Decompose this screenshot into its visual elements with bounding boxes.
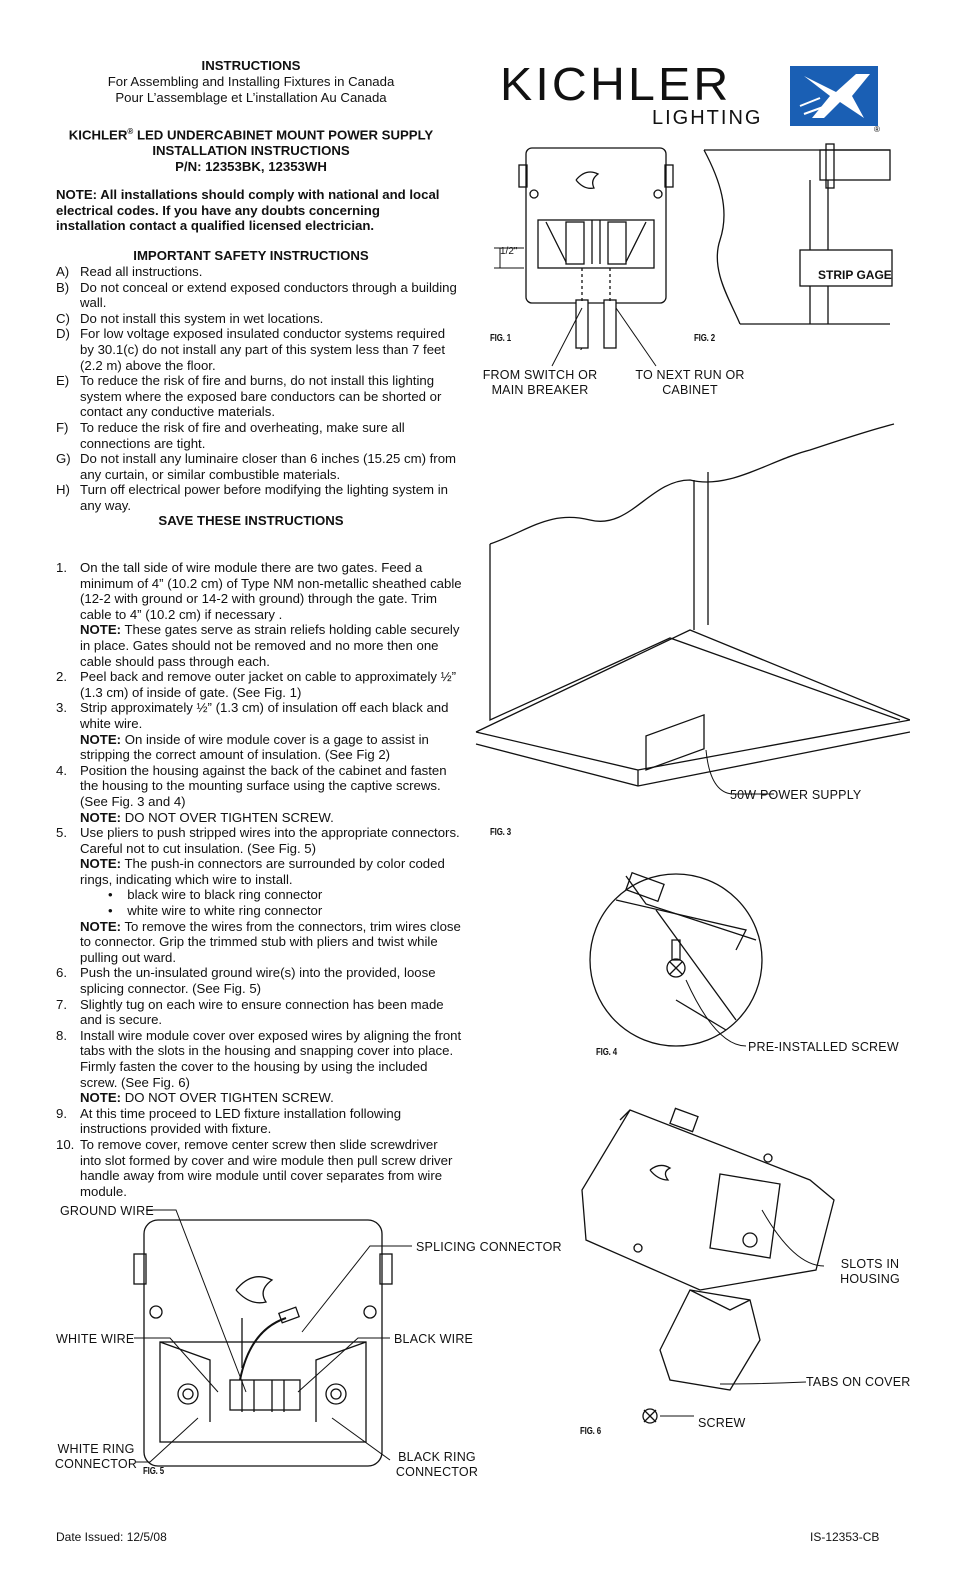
safety-item: H) Turn off electrical power before modifying the lighting system in any way. bbox=[56, 482, 448, 513]
fig1-label-from-switch: FROM SWITCH OR MAIN BREAKER bbox=[482, 368, 598, 397]
product-line: LED UNDERCABINET MOUNT POWER SUPPLY bbox=[133, 127, 434, 143]
step-item: 6. Push the un-insulated ground wire(s) into the provided, loose splicing connector. (See Fig. 5) bbox=[56, 965, 436, 997]
step-item: 2. Peel back and remove outer jacket on cable to approximately ½” (1.3 cm) of inside of gate. (See Fig. 1) bbox=[56, 669, 457, 700]
logo-subtitle: LIGHTING bbox=[652, 107, 763, 129]
safety-item: G) Do not install any luminaire closer than 6 inches (15.25 cm) from any curtain, or similar combustible materials. bbox=[56, 451, 457, 482]
fig4-screw-detail-drawing bbox=[586, 870, 766, 1050]
codes-note: NOTE: All installations should comply with national and local electrical codes. If you have any doubts concerning installation contact a qualified licensed electrician. bbox=[56, 187, 440, 233]
logo-wordmark: KICHLER bbox=[500, 58, 732, 110]
step-item: 1. On the tall side of wire module there are two gates. Feed a minimum of 4” (10.2 cm) of Type NM non-metallic sheathed cable (12-2 with ground or 14-2 with ground) through the gate. Trim cable to 4” (10.2 cm) if necessary . NOTE: These gates serve as strain reliefs holding cable securely in place. Gates should not be removed and no more then one cable should pass through each. bbox=[56, 560, 462, 669]
logo-emblem-icon bbox=[790, 66, 890, 132]
fig6-label-screw: SCREW bbox=[698, 1416, 746, 1430]
fig6-label-tabs: TABS ON COVER bbox=[806, 1375, 911, 1389]
safety-item: A) Read all instructions. bbox=[56, 264, 203, 279]
fig3-cabinet-drawing bbox=[470, 420, 910, 820]
step-item: 10. To remove cover, remove center screw then slide screwdriver into slot formed by cover and wire module then pull screw driver handle away from wire module until cover separates from wire module. bbox=[56, 1136, 453, 1199]
product-heading bbox=[40, 124, 462, 175]
doc-subtitle-fr: Pour L’assemblage et L’installation Au Canada bbox=[115, 89, 387, 105]
steps-list bbox=[56, 560, 462, 1199]
step-item: 4. Position the housing against the back of the cabinet and fasten the housing to the mounting surface using the captive screws. (See Fig. 3 and 4) NOTE: DO NOT OVER TIGHTEN SCREW. bbox=[56, 762, 447, 825]
fig2-strip-gage-text: STRIP GAGE bbox=[818, 268, 892, 282]
fig5-label: FIG. 5 bbox=[143, 1465, 164, 1477]
safety-heading: IMPORTANT SAFETY INSTRUCTIONS bbox=[133, 248, 369, 263]
step-item: 5. Use pliers to push stripped wires into the appropriate connectors. Careful not to cut insulation. (See Fig. 5) NOTE: The push-in connectors are surrounded by color coded rings, indicating which wire to install. • black wire to black ring connector • white wire to white ring connector NOTE: To remove the wires from the connectors, trim wires close to connector. Grip the trimmed stub with pliers and twist while pulling out ward. bbox=[56, 825, 461, 965]
fig6-label: FIG. 6 bbox=[580, 1425, 601, 1437]
fig1-leader-lines bbox=[540, 300, 680, 370]
fig6-cover-assembly-drawing bbox=[580, 1090, 840, 1440]
step-item: 9. At this time proceed to LED fixture installation following instructions provided with fixture. bbox=[56, 1105, 402, 1137]
fig1-dimension: 1/2" bbox=[500, 246, 518, 257]
product-reg-mark: ® bbox=[127, 127, 134, 136]
fig5-label-black-wire: BLACK WIRE bbox=[394, 1332, 474, 1346]
fig4-callout-screw: PRE-INSTALLED SCREW bbox=[748, 1040, 899, 1054]
fig2-label: FIG. 2 bbox=[694, 332, 715, 344]
fig2-strip-gage-drawing bbox=[690, 140, 900, 330]
fig4-label: FIG. 4 bbox=[596, 1046, 617, 1058]
doc-title: INSTRUCTIONS bbox=[201, 58, 301, 73]
safety-item: C) Do not install this system in wet locations. bbox=[56, 310, 324, 326]
fig5-label-white-wire: WHITE WIRE bbox=[56, 1332, 135, 1346]
part-numbers: P/N: 12353BK, 12353WH bbox=[175, 158, 327, 174]
fig5-label-splicing-connector: SPLICING CONNECTOR bbox=[416, 1240, 562, 1254]
fig5-label-ground-wire: GROUND WIRE bbox=[60, 1204, 154, 1218]
fig3-label: FIG. 3 bbox=[490, 826, 511, 838]
fig1-label-next-run: TO NEXT RUN OR CABINET bbox=[635, 368, 745, 397]
kichler-logo bbox=[500, 60, 900, 135]
safety-item: E) To reduce the risk of fire and burns, do not install this lighting system where the exposed bare conductors can be shorted or contact any conductive materials. bbox=[56, 373, 442, 420]
fig5-label-white-ring: WHITE RING CONNECTOR bbox=[54, 1442, 138, 1471]
safety-item: F) To reduce the risk of fire and overheating, make sure all connections are tight. bbox=[56, 419, 405, 451]
step-item: 8. Install wire module cover over exposed wires by aligning the front tabs with the slots in the housing and snapping cover into place. Firmly fasten the cover to the housing by using the included screw. (See Fig. 6) NOTE: DO NOT OVER TIGHTEN SCREW. bbox=[56, 1027, 462, 1106]
footer-doc-id: IS-12353-CB bbox=[810, 1530, 880, 1544]
fig3-callout-power-supply: 50W POWER SUPPLY bbox=[730, 788, 862, 802]
product-subtitle: INSTALLATION INSTRUCTIONS bbox=[152, 143, 350, 159]
product-brand: KICHLER bbox=[68, 127, 128, 143]
footer-date: Date Issued: 12/5/08 bbox=[56, 1530, 167, 1544]
step-item: 3. Strip approximately ½” (1.3 cm) of insulation off each black and white wire. NOTE: On inside of wire module cover is a gage to assist in stripping the correct amount of insulation. (See Fig 2) bbox=[56, 700, 449, 763]
fig6-label-slots: SLOTS IN HOUSING bbox=[840, 1257, 900, 1286]
safety-list bbox=[56, 264, 462, 514]
product-name bbox=[40, 124, 462, 143]
fig5-label-black-ring: BLACK RING CONNECTOR bbox=[395, 1450, 479, 1479]
logo-reg-mark: ® bbox=[874, 125, 880, 132]
safety-item: B) Do not conceal or extend exposed conductors through a building wall. bbox=[56, 279, 457, 311]
save-instructions: SAVE THESE INSTRUCTIONS bbox=[158, 513, 344, 528]
doc-subtitle-en: For Assembling and Installing Fixtures in Canada bbox=[107, 73, 395, 89]
fig5-leader-lines bbox=[40, 1204, 490, 1474]
fig1-label: FIG. 1 bbox=[490, 332, 511, 344]
step-item: 7. Slightly tug on each wire to ensure connection has been made and is secure. bbox=[56, 996, 444, 1028]
safety-item: D) For low voltage exposed insulated conductor systems required by 30.1(c) do not install any part of this system less than 7 feet (2.2 m) above the floor. bbox=[56, 326, 446, 373]
document-header bbox=[40, 58, 462, 105]
